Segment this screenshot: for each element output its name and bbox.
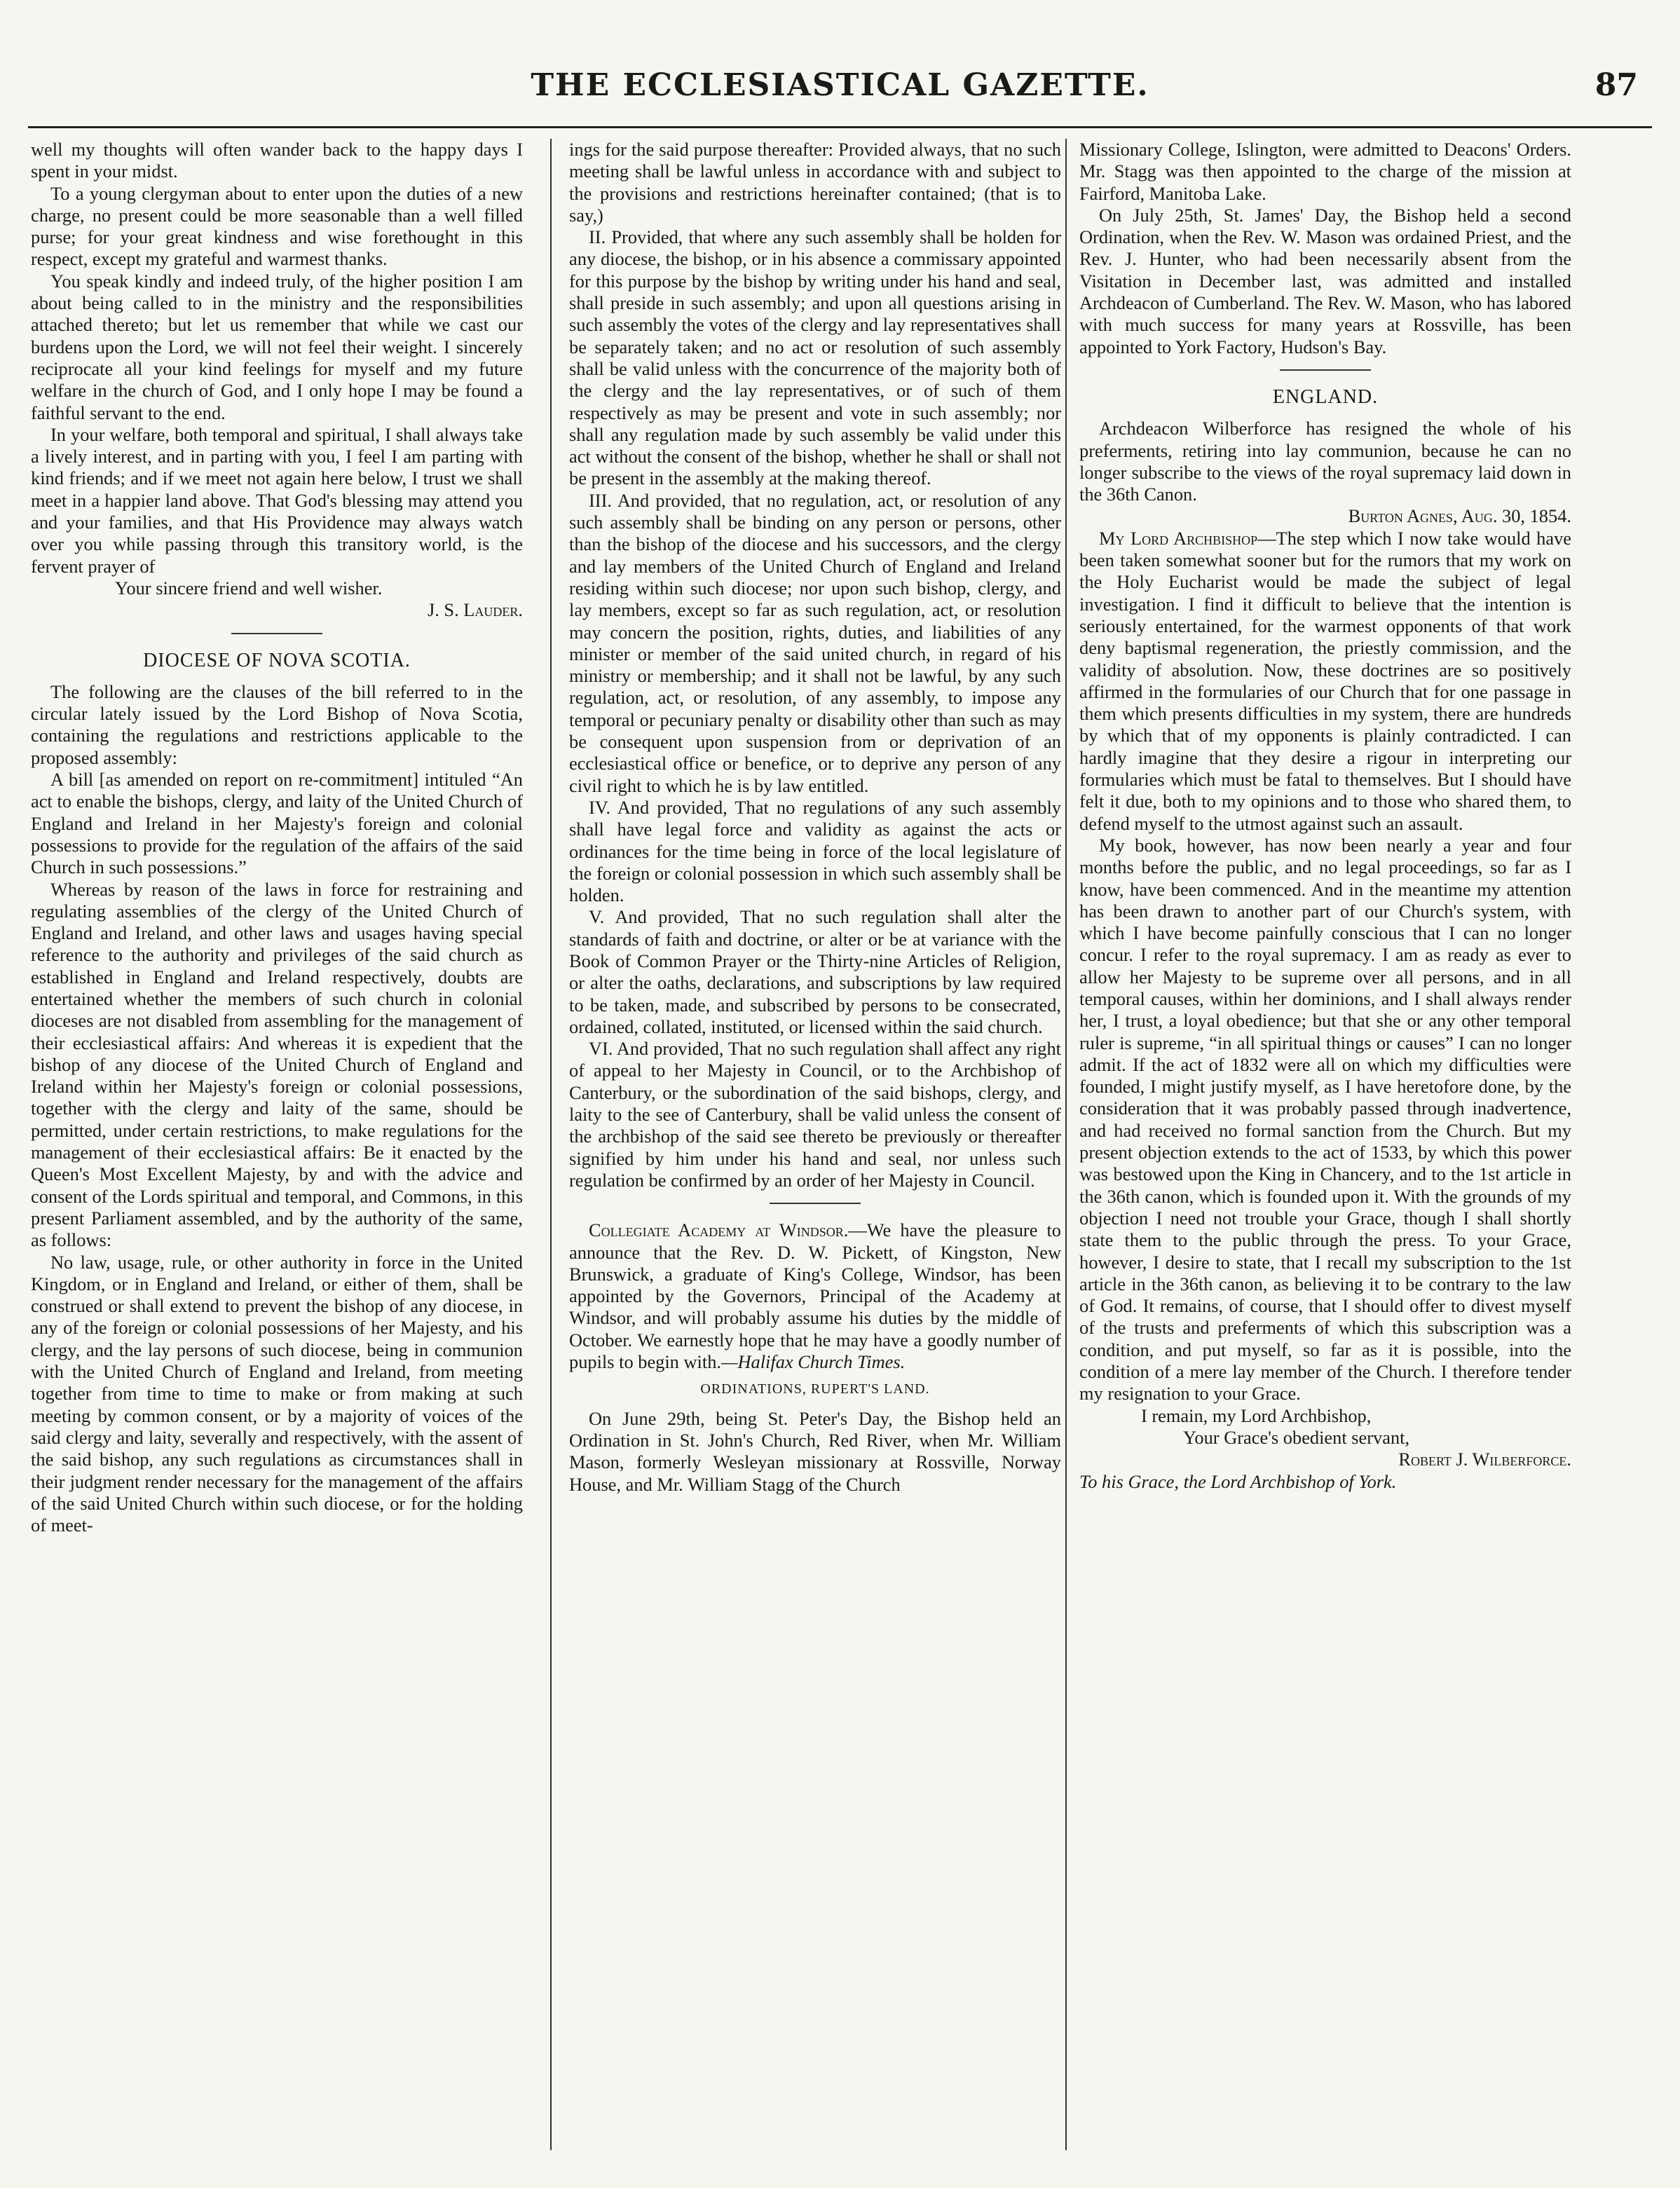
paragraph: To a young clergyman about to enter upon the duties of a new charge, no present could be more seasonable than a well filled purse; for your great kindness and wise forethought in this respect, except my grateful and warmest thanks.: [31, 182, 523, 270]
column-divider: [550, 139, 552, 2150]
paragraph: VI. And provided, That no such regulation shall affect any right of appeal to her Majesty in Council, or to the Archbishop of Canterbury, or the subordination of the said bishops, clergy, and laity to the see of Canterbury, shall be valid unless the consent of the archbishop of the said see thereto be previously or thereafter signified by him under his hand and seal, nor unless such regulation be confirmed by an order of her Majesty in Council.: [569, 1038, 1061, 1191]
paragraph: On July 25th, St. James' Day, the Bishop held a second Ordination, when the Rev. W. Mason was ordained Priest, and the Rev. J. Hunter, who had been necessarily absent from the Visitation in December last, was admitted and installed Archdeacon of Cumberland. The Rev. W. Mason, who has labored with much success for many years at Rossville, has been appointed to York Factory, Hudson's Bay.: [1079, 204, 1571, 357]
page-number: 87: [1594, 67, 1638, 103]
news-item: [569, 1219, 1061, 1373]
paragraph: No law, usage, rule, or other authority in force in the United Kingdom, or in England and Ireland, or either of them, shall be construed or shall extend to prevent the bishop of any diocese, in any of the foreign or colonial possessions of her Majesty, and his clergy, and the lay persons of such diocese, being in communion with the United Church of England and Ireland, from meeting together from time to time to make or from making at such meeting by common consent, or by a majority of voices of the said clergy and laity, severally and respectively, with the assent of the said bishop, any such regulations as circumstances shall in their judgment render necessary for the management of the affairs of the said United Church within such diocese, or for the holding of meet-: [31, 1251, 523, 1536]
column-right: [1079, 139, 1571, 2157]
letter-opening: [1079, 528, 1571, 835]
paragraph: My book, however, has now been nearly a year and four months before the public, and no legal proceedings, so far as I know, have been commenced. And in the meantime my attention has been drawn to another part of our Church's system, with which I have become painfully conscious that I can no longer concur. I refer to the royal supremacy. I am as ready as ever to allow her Majesty to be supreme over all persons, and in all temporal causes, within her dominions, and I shall always render her, I trust, a loyal obedience; but that she or any other temporal ruler is supreme, “in all spiritual things or causes” I can no longer admit. If the act of 1832 were all on which my difficulties were founded, I might justify myself, as I have heretofore done, by the consideration that it was probably passed through inadvertence, and had received no formal sanction from the Church. But my present objection extends to the act of 1533, by which this power was bestowed upon the King in Chancery, and to the 1st article in the 36th canon, which is founded upon it. With the grounds of my objection I need not trouble your Grace, though I shall shortly state them to the public through the press. To your Grace, however, I desire to state, that I recall my subscription to the 1st article in the 36th canon, as believing it to be contrary to the law of God. It remains, of course, that I should offer to divest myself of the trusts and preferments of which this subscription was a condition, and put myself, so far as it is possible, into the condition of a mere lay member of the Church. I therefore tender my resignation to your Grace.: [1079, 834, 1571, 1404]
paragraph: III. And provided, that no regulation, act, or resolution of any such assembly shall be binding on any person or persons, other than the bishop of the diocese and his successors, and the clergy and lay members of the United Church of England and Ireland residing within such diocese; nor upon such bishop, clergy, and lay members, except so far as such regulation, act, or resolution may concern the position, rights, duties, and liabilities of any minister or member of the said united church, in regard of his ministry or membership; and it shall not be lawful, by any such regulation, act, or resolution, of any assembly, to impose any temporal or pecuniary penalty or disability other than such as may be consequent upon suspension from or deprivation of an ecclesiastical office or benefice, or to deprive any person of any civil right to which he is by law entitled.: [569, 489, 1061, 796]
paragraph: Archdeacon Wilberforce has resigned the whole of his preferments, retiring into lay communion, because he can no longer subscribe to the views of the royal supremacy laid down in the 36th Canon.: [1079, 418, 1571, 505]
paragraph: On June 29th, being St. Peter's Day, the Bishop held an Ordination in St. John's Church, Red River, when Mr. William Mason, formerly Wesleyan missionary at Rossville, Norway House, and Mr. William Stagg of the Church: [569, 1407, 1061, 1495]
signature: J. S. Lauder.: [427, 599, 523, 621]
section-subheading: ORDINATIONS, RUPERT'S LAND.: [700, 1381, 930, 1397]
news-item-title: Collegiate Academy at Windsor.: [589, 1219, 849, 1241]
paragraph: ings for the said purpose thereafter: Provided always, that no such meeting shall be lawful unless in accordance with and subject to the provisions and restrictions hereinafter contained; (that is to say,): [569, 139, 1061, 226]
publication-title: THE ECCLESIASTICAL GAZETTE.: [531, 67, 1149, 103]
paragraph: Whereas by reason of the laws in force for restraining and regulating assemblies of the clergy of the United Church of England and Ireland, and other laws and usages having special reference to the authority and privileges of the said church as established in England and Ireland respectively, doubts are entertained whether the members of such church in colonial dioceses are not disabled from assembling for the management of their ecclesiastical affairs: And whereas it is expedient that the bishop of any diocese of the United Church of England and Ireland within her Majesty's foreign or colonial possessions, together with the clergy and laity of the same, should be permitted, under certain restrictions, to make regulations for the management of their ecclesiastical affairs: Be it enacted by the Queen's Most Excellent Majesty, by and with the advice and consent of the Lords spiritual and temporal, and Commons, in this present Parliament assembled, and by the authority of the same, as follows:: [31, 878, 523, 1251]
news-item-text: —We have the pleasure to announce that the Rev. D. W. Pickett, of Kingston, New Brunswick, a graduate of King's College, Windsor, has been appointed by the Governors, Principal of the Academy at Windsor, and will probably assume his duties by the middle of October. We earnestly hope that he may have a goodly number of pupils to begin with.: [569, 1219, 1061, 1373]
paragraph: well my thoughts will often wander back to the happy days I spent in your midst.: [31, 139, 523, 182]
section-separator: [231, 633, 322, 634]
news-item-source: —Halifax Church Times.: [721, 1351, 906, 1373]
paragraph: V. And provided, That no such regulation shall alter the standards of faith and doctrine, or alter or be at variance with the Book of Common Prayer or the Thirty-nine Articles of Religion, or alter the oaths, declarations, and subscriptions by law required to be taken, made, and subscribed by persons to be consecrated, ordained, collated, instituted, or licensed within the said church.: [569, 906, 1061, 1037]
paragraph: II. Provided, that where any such assembly shall be holden for any diocese, the bishop, or in his absence a commissary appointed for this purpose by the bishop by writing under his hand and seal, shall preside in such assembly; and upon all questions arising in such assembly the votes of the clergy and lay representatives shall be separately taken; and no act or resolution of such assembly shall be valid unless with the concurrence of the majority both of the clergy and the lay representatives, or of such of them respectively as may be present and vote in such assembly; nor shall any regulation made by such assembly be valid under this act without the consent of the bishop, whether he shall or shall not be present in the assembly at the making thereof.: [569, 226, 1061, 489]
column-middle: [569, 139, 1061, 2157]
page-header: [28, 67, 1652, 116]
letter-text: —The step which I now take would have been taken somewhat sooner but for the rumors that my work on the Holy Eucharist would be made the subject of legal investigation. I find it difficult to believe that the intention is seriously entertained, for the warmest opponents of that work deny baptismal regeneration, the priestly commission, and the validity of absolution. Now, these doctrines are so positively affirmed in the formularies of our Church that for one passage in them which presents difficulties in my system, there are hundreds by which that of my opponents is plainly contradicted. I can hardly imagine that they desire a rigour in interpreting our formularies which must be fatal to themselves. But I should have felt it due, both to my opinions and to those who shared them, to defend myself to the utmost against such an assault.: [1079, 527, 1571, 834]
column-divider: [1065, 139, 1067, 2150]
section-separator: [770, 1203, 861, 1204]
paragraph: A bill [as amended on report on re-commitment] intituled “An act to enable the bishops, clergy, and laity of the United Church of England and Ireland in her Majesty's foreign and colonial possessions to provide for the regulation of the affairs of the said Church in such possessions.”: [31, 769, 523, 878]
letter-closing: I remain, my Lord Archbishop,: [1141, 1404, 1372, 1426]
column-left: [31, 139, 523, 2157]
paragraph: You speak kindly and indeed truly, of the higher position I am about being called to in the ministry and the responsibilities attached thereto; but let us remember that while we cast our burdens upon the Lord, we will not feel their weight. I sincerely reciprocate all your kind feelings for myself and my future welfare in the church of God, and I only hope I may be found a faithful servant to the end.: [31, 270, 523, 423]
paragraph: IV. And provided, That no regulations of any such assembly shall have legal force and validity as against the acts or ordinances for the time being in force of the local legislature of the foreign or colonial possession in which such assembly shall be holden.: [569, 796, 1061, 906]
header-rule: [28, 126, 1652, 128]
addressee: To his Grace, the Lord Archbishop of York.: [1079, 1470, 1397, 1492]
section-separator: [1280, 369, 1371, 371]
paragraph: In your welfare, both temporal and spiritual, I shall always take a lively interest, and in parting with you, I feel I am parting with kind friends; and if we meet not again here below, I trust we shall meet in a happier land above. That God's blessing may attend you and your families, and that His Providence may always watch over you while passing through this transitory world, is the fervent prayer of: [31, 423, 523, 577]
section-heading: ENGLAND.: [1272, 385, 1379, 408]
section-heading: DIOCESE OF NOVA SCOTIA.: [143, 649, 411, 671]
dateline: Burton Agnes, Aug. 30, 1854.: [1348, 505, 1571, 527]
letter-closing: Your Grace's obedient servant,: [1183, 1426, 1410, 1448]
paragraph: The following are the clauses of the bill referred to in the circular lately issued by the Lord Bishop of Nova Scotia, containing the regulations and restrictions applicable to the proposed assembly:: [31, 681, 523, 768]
letter-closing: Your sincere friend and well wisher.: [115, 577, 383, 599]
salutation: My Lord Archbishop: [1099, 527, 1258, 549]
paragraph: Missionary College, Islington, were admitted to Deacons' Orders. Mr. Stagg was then appointed to the charge of the mission at Fairford, Manitoba Lake.: [1079, 139, 1571, 204]
signature: Robert J. Wilberforce.: [1398, 1449, 1571, 1470]
